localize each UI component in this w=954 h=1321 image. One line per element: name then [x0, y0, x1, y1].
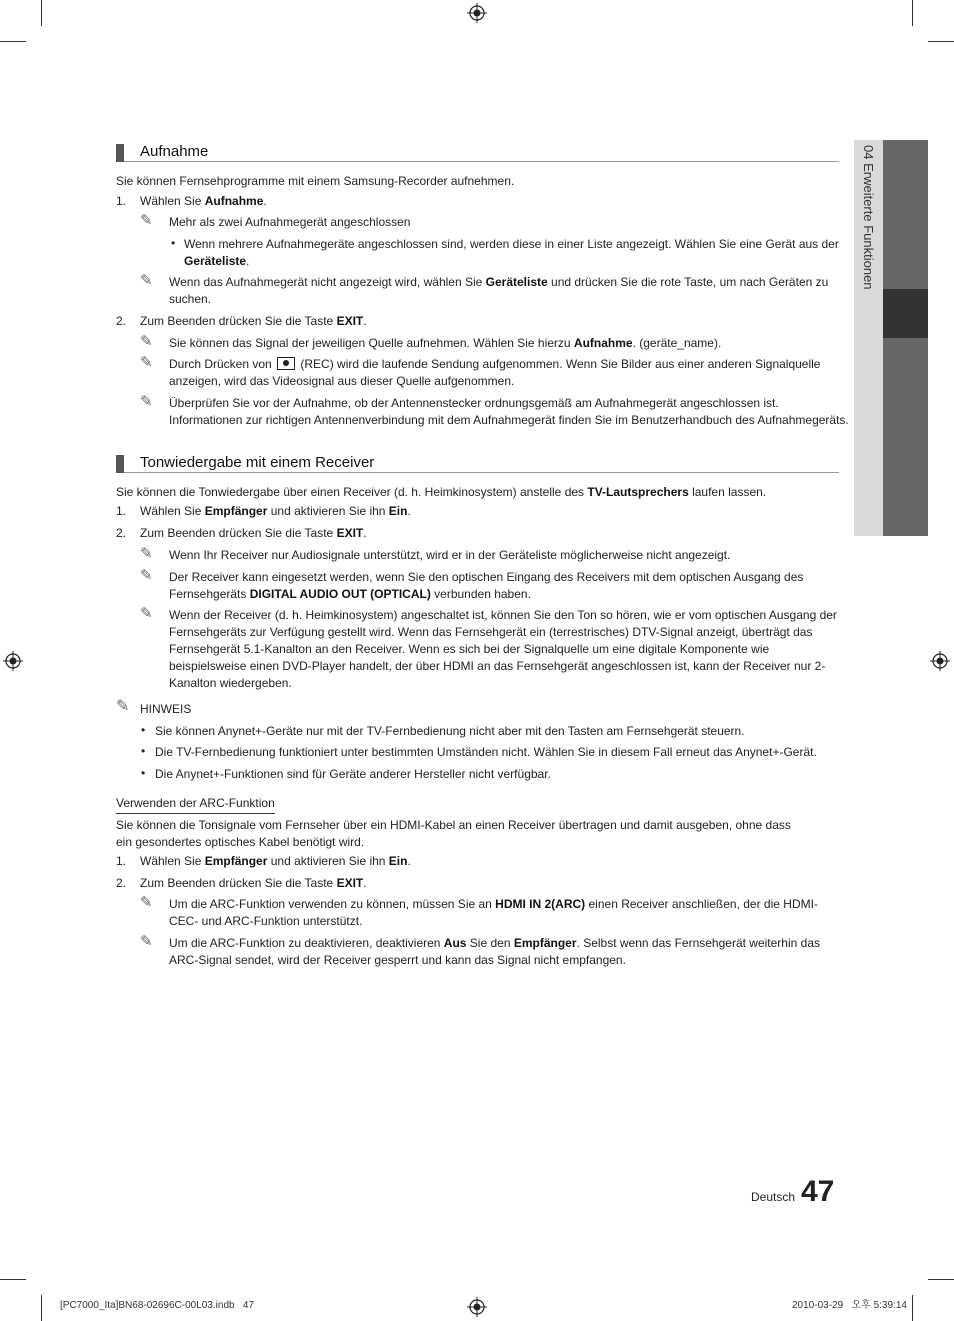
note-icon: ✎	[140, 894, 153, 911]
registration-mark-icon	[467, 3, 487, 23]
crop-mark	[912, 1295, 913, 1321]
note-text: Wenn das Aufnahmegerät nicht angezeigt wird, wählen Sie Geräteliste und drücken Sie die rote Taste, um nach Geräten zu suchen.	[169, 275, 829, 306]
note-icon: ✎	[140, 393, 153, 410]
bullet-icon: •	[171, 236, 176, 250]
chapter-label: 04 Erweiterte Funktionen	[861, 145, 876, 290]
section-intro: Sie können die Tonwiedergabe über einen Receiver (d. h. Heimkinosystem) anstelle des TV-Lautsprechers laufen lassen.	[116, 485, 767, 499]
step-text: Zum Beenden drücken Sie die Taste EXIT.	[140, 314, 367, 328]
crop-mark	[41, 0, 42, 26]
page-number: 47	[801, 1175, 835, 1208]
note-icon: ✎	[140, 545, 153, 562]
hinweis-item: Die Anynet+-Funktionen sind für Geräte anderer Hersteller nicht verfügbar.	[155, 767, 551, 781]
step-number: 1.	[116, 504, 127, 518]
step-number: 2.	[116, 526, 127, 540]
crop-mark	[928, 41, 954, 42]
note-icon: ✎	[140, 212, 153, 229]
note-text: Der Receiver kann eingesetzt werden, wenn Sie den optischen Eingang des Receivers mit dem optischen Ausgang des Fernsehgeräts DIGITAL AUDIO OUT (OPTICAL) verbunden haben.	[169, 570, 804, 601]
step-number: 2.	[116, 314, 127, 328]
section-heading-tonwiedergabe	[116, 453, 839, 473]
crop-mark	[0, 41, 26, 42]
step-number: 2.	[116, 876, 127, 890]
note-text: Mehr als zwei Aufnahmegerät angeschlossen	[169, 215, 411, 229]
chapter-tab-marker	[883, 289, 928, 338]
section-intro: Sie können die Tonsignale vom Fernseher über ein HDMI-Kabel an einen Receiver übertragen und damit ausgeben, ohne dass ein gesondertes optisches Kabel benötigt wird.	[116, 818, 791, 849]
bullet-text: Wenn mehrere Aufnahmegeräte angeschlossen sind, werden diese in einer Liste angezeigt. Wählen Sie eine Gerät aus der Geräteliste.	[184, 237, 839, 268]
note-text: Wenn Ihr Receiver nur Audiosignale unterstützt, wird er in der Geräteliste möglicherweise nicht angezeigt.	[169, 548, 731, 562]
bullet-icon: •	[141, 766, 146, 780]
crop-mark	[0, 1279, 26, 1280]
step-text: Wählen Sie Empfänger und aktivieren Sie ihn Ein.	[140, 854, 411, 868]
bullet-icon: •	[141, 744, 146, 758]
hinweis-item: Sie können Anynet+-Geräte nur mit der TV-Fernbedienung nicht aber mit den Tasten am Fernsehgerät steuern.	[155, 724, 745, 738]
note-text: Durch Drücken von (REC) wird die laufende Sendung aufgenommen. Wenn Sie Bilder aus einer anderen Signalquelle anzeigen, wird das Videosignal aus dieser Quelle aufgenommen.	[169, 357, 821, 388]
note-icon: ✎	[116, 698, 130, 715]
section-title: Aufnahme	[140, 143, 209, 160]
registration-mark-icon	[467, 1297, 487, 1317]
section-heading-aufnahme	[116, 142, 839, 162]
heading-bar	[116, 144, 124, 162]
step-text: Zum Beenden drücken Sie die Taste EXIT.	[140, 526, 367, 540]
hinweis-item: Die TV-Fernbedienung funktioniert unter bestimmten Umständen nicht. Wählen Sie in diesem Fall erneut das Anynet+-Gerät.	[155, 745, 817, 759]
section-intro: Sie können Fernsehprogramme mit einem Samsung-Recorder aufnehmen.	[116, 174, 515, 188]
section-title: Tonwiedergabe mit einem Receiver	[140, 454, 375, 471]
heading-bar	[116, 455, 124, 473]
note-text: Überprüfen Sie vor der Aufnahme, ob der Antennenstecker ordnungsgemäß am Aufnahmegerät angeschlossen ist. Informationen zur richtigen Antennenverbindung mit dem Aufnahmegerät finden Sie im Benutzerhandbuch des Aufnahmegeräts.	[169, 396, 849, 427]
note-icon: ✎	[140, 605, 153, 622]
registration-mark-icon	[3, 651, 23, 671]
step-text: Wählen Sie Aufnahme.	[140, 194, 267, 208]
hinweis-label: HINWEIS	[140, 702, 192, 716]
step-number: 1.	[116, 854, 127, 868]
footer-language: Deutsch	[751, 1190, 796, 1204]
registration-mark-icon	[930, 651, 950, 671]
note-text: Um die ARC-Funktion zu deaktivieren, deaktivieren Aus Sie den Empfänger. Selbst wenn das Fernsehgerät weiterhin das ARC-Signal sendet, wird der Receiver gesperrt und kann das Signal nicht empfangen.	[169, 936, 820, 967]
note-icon: ✎	[140, 272, 153, 289]
note-icon: ✎	[140, 354, 153, 371]
note-text: Sie können das Signal der jeweiligen Quelle aufnehmen. Wählen Sie hierzu Aufnahme. (geräte_name).	[169, 336, 722, 350]
note-text: Um die ARC-Funktion verwenden zu können, müssen Sie an HDMI IN 2(ARC) einen Receiver anschließen, der die HDMI-CEC- und ARC-Funktion unterstützt.	[169, 897, 818, 928]
subsection-title: Verwenden der ARC-Funktion	[116, 795, 275, 814]
footer-file: [PC7000_Ita]BN68-02696C-00L03.indb 47	[60, 1300, 255, 1311]
footer-timestamp: 2010-03-29 오후 5:39:14	[792, 1300, 907, 1311]
note-icon: ✎	[140, 933, 153, 950]
crop-mark	[912, 0, 913, 26]
crop-mark	[41, 1295, 42, 1321]
note-icon: ✎	[140, 333, 153, 350]
chapter-tab-strip	[883, 140, 928, 536]
step-text: Wählen Sie Empfänger und aktivieren Sie ihn Ein.	[140, 504, 411, 518]
step-number: 1.	[116, 194, 127, 208]
step-text: Zum Beenden drücken Sie die Taste EXIT.	[140, 876, 367, 890]
crop-mark	[928, 1279, 954, 1280]
note-icon: ✎	[140, 567, 153, 584]
record-button-icon	[277, 357, 295, 370]
bullet-icon: •	[141, 723, 146, 737]
note-text: Wenn der Receiver (d. h. Heimkinosystem) angeschaltet ist, können Sie den Ton so hören, wie er vom optischen Ausgang der Fernsehgeräts zur Verfügung gestellt wird. Wenn das Fernsehgerät ein (terrestrisches) DTV-Signal anzeigt, überträgt das Fernsehgerät 5.1-Kanalton an den Receiver. Wenn es sich bei der Signalquelle um eine digitale Komponente wie beispielsweise einen DVD-Player handelt, der über HDMI an das Fernsehgerät angeschlossen ist, kann der Receiver nur 2-Kanalton wiedergeben.	[169, 608, 837, 690]
